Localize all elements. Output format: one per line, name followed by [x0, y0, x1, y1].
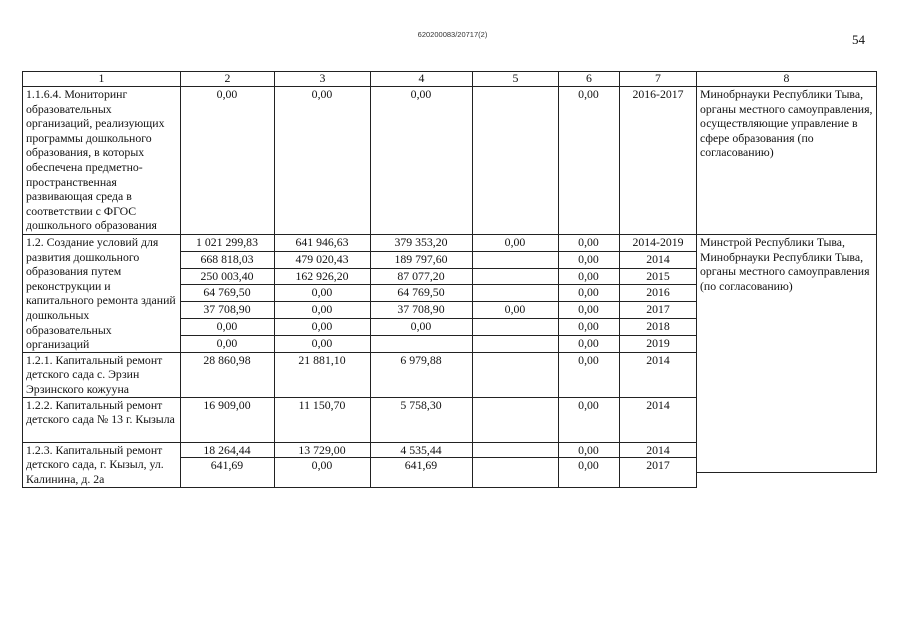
cell-years: 2017 — [620, 302, 697, 319]
cell-republic: 0,00 — [371, 87, 473, 235]
cell-local — [473, 397, 559, 442]
cell-federal: 0,00 — [275, 285, 371, 302]
cell-years: 2014 — [620, 397, 697, 442]
cell-local — [473, 251, 559, 268]
cell-local — [473, 268, 559, 285]
cell-federal: 641 946,63 — [275, 235, 371, 252]
cell-federal: 0,00 — [275, 458, 371, 488]
cell-total: 641,69 — [181, 458, 275, 488]
cell-total: 250 003,40 — [181, 268, 275, 285]
cell-years: 2017 — [620, 458, 697, 488]
table-row — [23, 235, 877, 252]
cell-years: 2014 — [620, 352, 697, 397]
item-name: 1.2.1. Капитальный ремонт детского сада с. Эрзин Эрзинского кожууна — [23, 352, 181, 397]
cell-republic: 0,00 — [371, 319, 473, 336]
cell-total: 64 769,50 — [181, 285, 275, 302]
cell-local — [473, 458, 559, 488]
cell-other: 0,00 — [559, 285, 620, 302]
cell-total: 0,00 — [181, 87, 275, 235]
cell-other: 0,00 — [559, 397, 620, 442]
cell-federal: 13 729,00 — [275, 442, 371, 458]
cell-total: 0,00 — [181, 335, 275, 352]
cell-years: 2014-2019 — [620, 235, 697, 252]
header-cell: 1 — [23, 72, 181, 87]
cell-other: 0,00 — [559, 458, 620, 488]
cell-republic: 189 797,60 — [371, 251, 473, 268]
cell-other: 0,00 — [559, 251, 620, 268]
cell-years: 2019 — [620, 335, 697, 352]
header-cell: 4 — [371, 72, 473, 87]
header-row — [23, 72, 877, 87]
item-name: 1.2.3. Капитальный ремонт детского сада, г. Кызыл, ул. Калинина, д. 2а — [23, 442, 181, 488]
cell-total: 16 909,00 — [181, 397, 275, 442]
cell-local — [473, 442, 559, 458]
cell-republic: 64 769,50 — [371, 285, 473, 302]
header-cell: 8 — [697, 72, 877, 87]
cell-federal: 21 881,10 — [275, 352, 371, 397]
header-cell: 3 — [275, 72, 371, 87]
cell-total: 18 264,44 — [181, 442, 275, 458]
header-cell: 2 — [181, 72, 275, 87]
cell-years: 2014 — [620, 442, 697, 458]
cell-other: 0,00 — [559, 302, 620, 319]
header-cell: 5 — [473, 72, 559, 87]
cell-total: 0,00 — [181, 319, 275, 336]
cell-total: 1 021 299,83 — [181, 235, 275, 252]
cell-federal: 11 150,70 — [275, 397, 371, 442]
cell-republic — [371, 335, 473, 352]
cell-federal: 0,00 — [275, 302, 371, 319]
cell-total: 668 818,03 — [181, 251, 275, 268]
item-name: 1.2. Создание условий для развития дошкольного образования путем реконструкции и капитального ремонта зданий дошкольных образовательных организаций — [23, 235, 181, 353]
cell-other: 0,00 — [559, 335, 620, 352]
item-name: 1.2.2. Капитальный ремонт детского сада № 13 г. Кызыла — [23, 397, 181, 442]
cell-republic: 5 758,30 — [371, 397, 473, 442]
header-cell: 7 — [620, 72, 697, 87]
page-number: 54 — [852, 32, 865, 47]
cell-republic: 37 708,90 — [371, 302, 473, 319]
cell-republic: 379 353,20 — [371, 235, 473, 252]
cell-local — [473, 319, 559, 336]
cell-local — [473, 352, 559, 397]
table-row — [23, 87, 877, 235]
cell-total: 37 708,90 — [181, 302, 275, 319]
responsible-cell: Минобрнауки Республики Тыва, органы местного самоуправления, осуществляющие управление в сфере образования (по согласованию) — [697, 87, 877, 235]
cell-federal: 479 020,43 — [275, 251, 371, 268]
cell-republic: 641,69 — [371, 458, 473, 488]
program-table — [22, 71, 877, 488]
cell-republic: 87 077,20 — [371, 268, 473, 285]
cell-other: 0,00 — [559, 235, 620, 252]
cell-federal: 0,00 — [275, 87, 371, 235]
cell-local — [473, 335, 559, 352]
cell-years: 2015 — [620, 268, 697, 285]
cell-other: 0,00 — [559, 319, 620, 336]
cell-years: 2016-2017 — [620, 87, 697, 235]
cell-republic: 6 979,88 — [371, 352, 473, 397]
cell-federal: 162 926,20 — [275, 268, 371, 285]
cell-years: 2014 — [620, 251, 697, 268]
cell-local: 0,00 — [473, 235, 559, 252]
header-cell: 6 — [559, 72, 620, 87]
cell-total: 28 860,98 — [181, 352, 275, 397]
cell-other: 0,00 — [559, 352, 620, 397]
cell-years: 2018 — [620, 319, 697, 336]
cell-republic: 4 535,44 — [371, 442, 473, 458]
cell-local — [473, 87, 559, 235]
cell-local: 0,00 — [473, 302, 559, 319]
cell-other: 0,00 — [559, 268, 620, 285]
cell-federal: 0,00 — [275, 319, 371, 336]
document-code: 620200083/20717(2) — [417, 30, 488, 39]
cell-years: 2016 — [620, 285, 697, 302]
cell-federal: 0,00 — [275, 335, 371, 352]
responsible-cell: Минстрой Республики Тыва, Минобрнауки Республики Тыва, органы местного самоуправления (по согласованию) — [697, 235, 877, 473]
item-name: 1.1.6.4. Мониторинг образовательных организаций, реализующих программы дошкольного образования, в которых обеспечена предметно-пространственная развивающая среда в соответствии с ФГОС дошкольного образования — [23, 87, 181, 235]
cell-local — [473, 285, 559, 302]
cell-other: 0,00 — [559, 442, 620, 458]
cell-other: 0,00 — [559, 87, 620, 235]
